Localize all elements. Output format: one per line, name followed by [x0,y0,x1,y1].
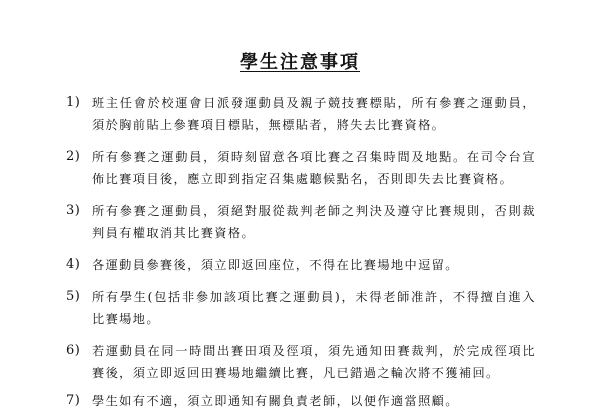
item-text: 班主任會於校運會日派發運動員及親子競技賽標貼，所有參賽之運動員，須於胸前貼上參賽項目標貼，無標貼者，將失去比賽資格。 [92,96,536,132]
item-text: 所有參賽之運動員，須絕對服從裁判老師之判決及遵守比賽規則，否則裁判員有權取消其比賽資格。 [92,204,536,240]
list-item [66,340,536,384]
item-text: 學生如有不適，須立即通知有關負責老師，以便作適當照顧。 [92,394,459,408]
item-number: 2) [66,149,81,164]
list-item [66,92,536,136]
list-item [66,390,536,412]
item-text: 若運動員在同一時間出賽田項及徑項，須先通知田賽裁判，於完成徑項比賽後，須立即返回田賽場地繼續比賽，凡已錯過之輪次將不獲補回。 [92,344,536,380]
item-number: 7) [66,393,81,408]
item-number: 4) [66,257,81,272]
document-title-text: 學生注意事項 [240,52,360,73]
list-item [66,254,536,276]
list-item [66,146,536,190]
list-item [66,200,536,244]
document-title [0,51,600,75]
list-item [66,286,536,330]
item-text: 所有參賽之運動員，須時刻留意各項比賽之召集時間及地點。在司令台宣佈比賽項目後，應立即到指定召集處聽候點名，否則即失去比賽資格。 [92,150,536,186]
item-number: 5) [66,289,81,304]
item-text: 各運動員參賽後，須立即返回座位，不得在比賽場地中逗留。 [92,258,459,272]
item-number: 1) [66,95,81,110]
item-number: 3) [66,203,81,218]
item-text: 所有學生(包括非參加該項比賽之運動員)，未得老師准許，不得擅自進入比賽場地。 [92,290,536,326]
item-number: 6) [66,343,81,358]
